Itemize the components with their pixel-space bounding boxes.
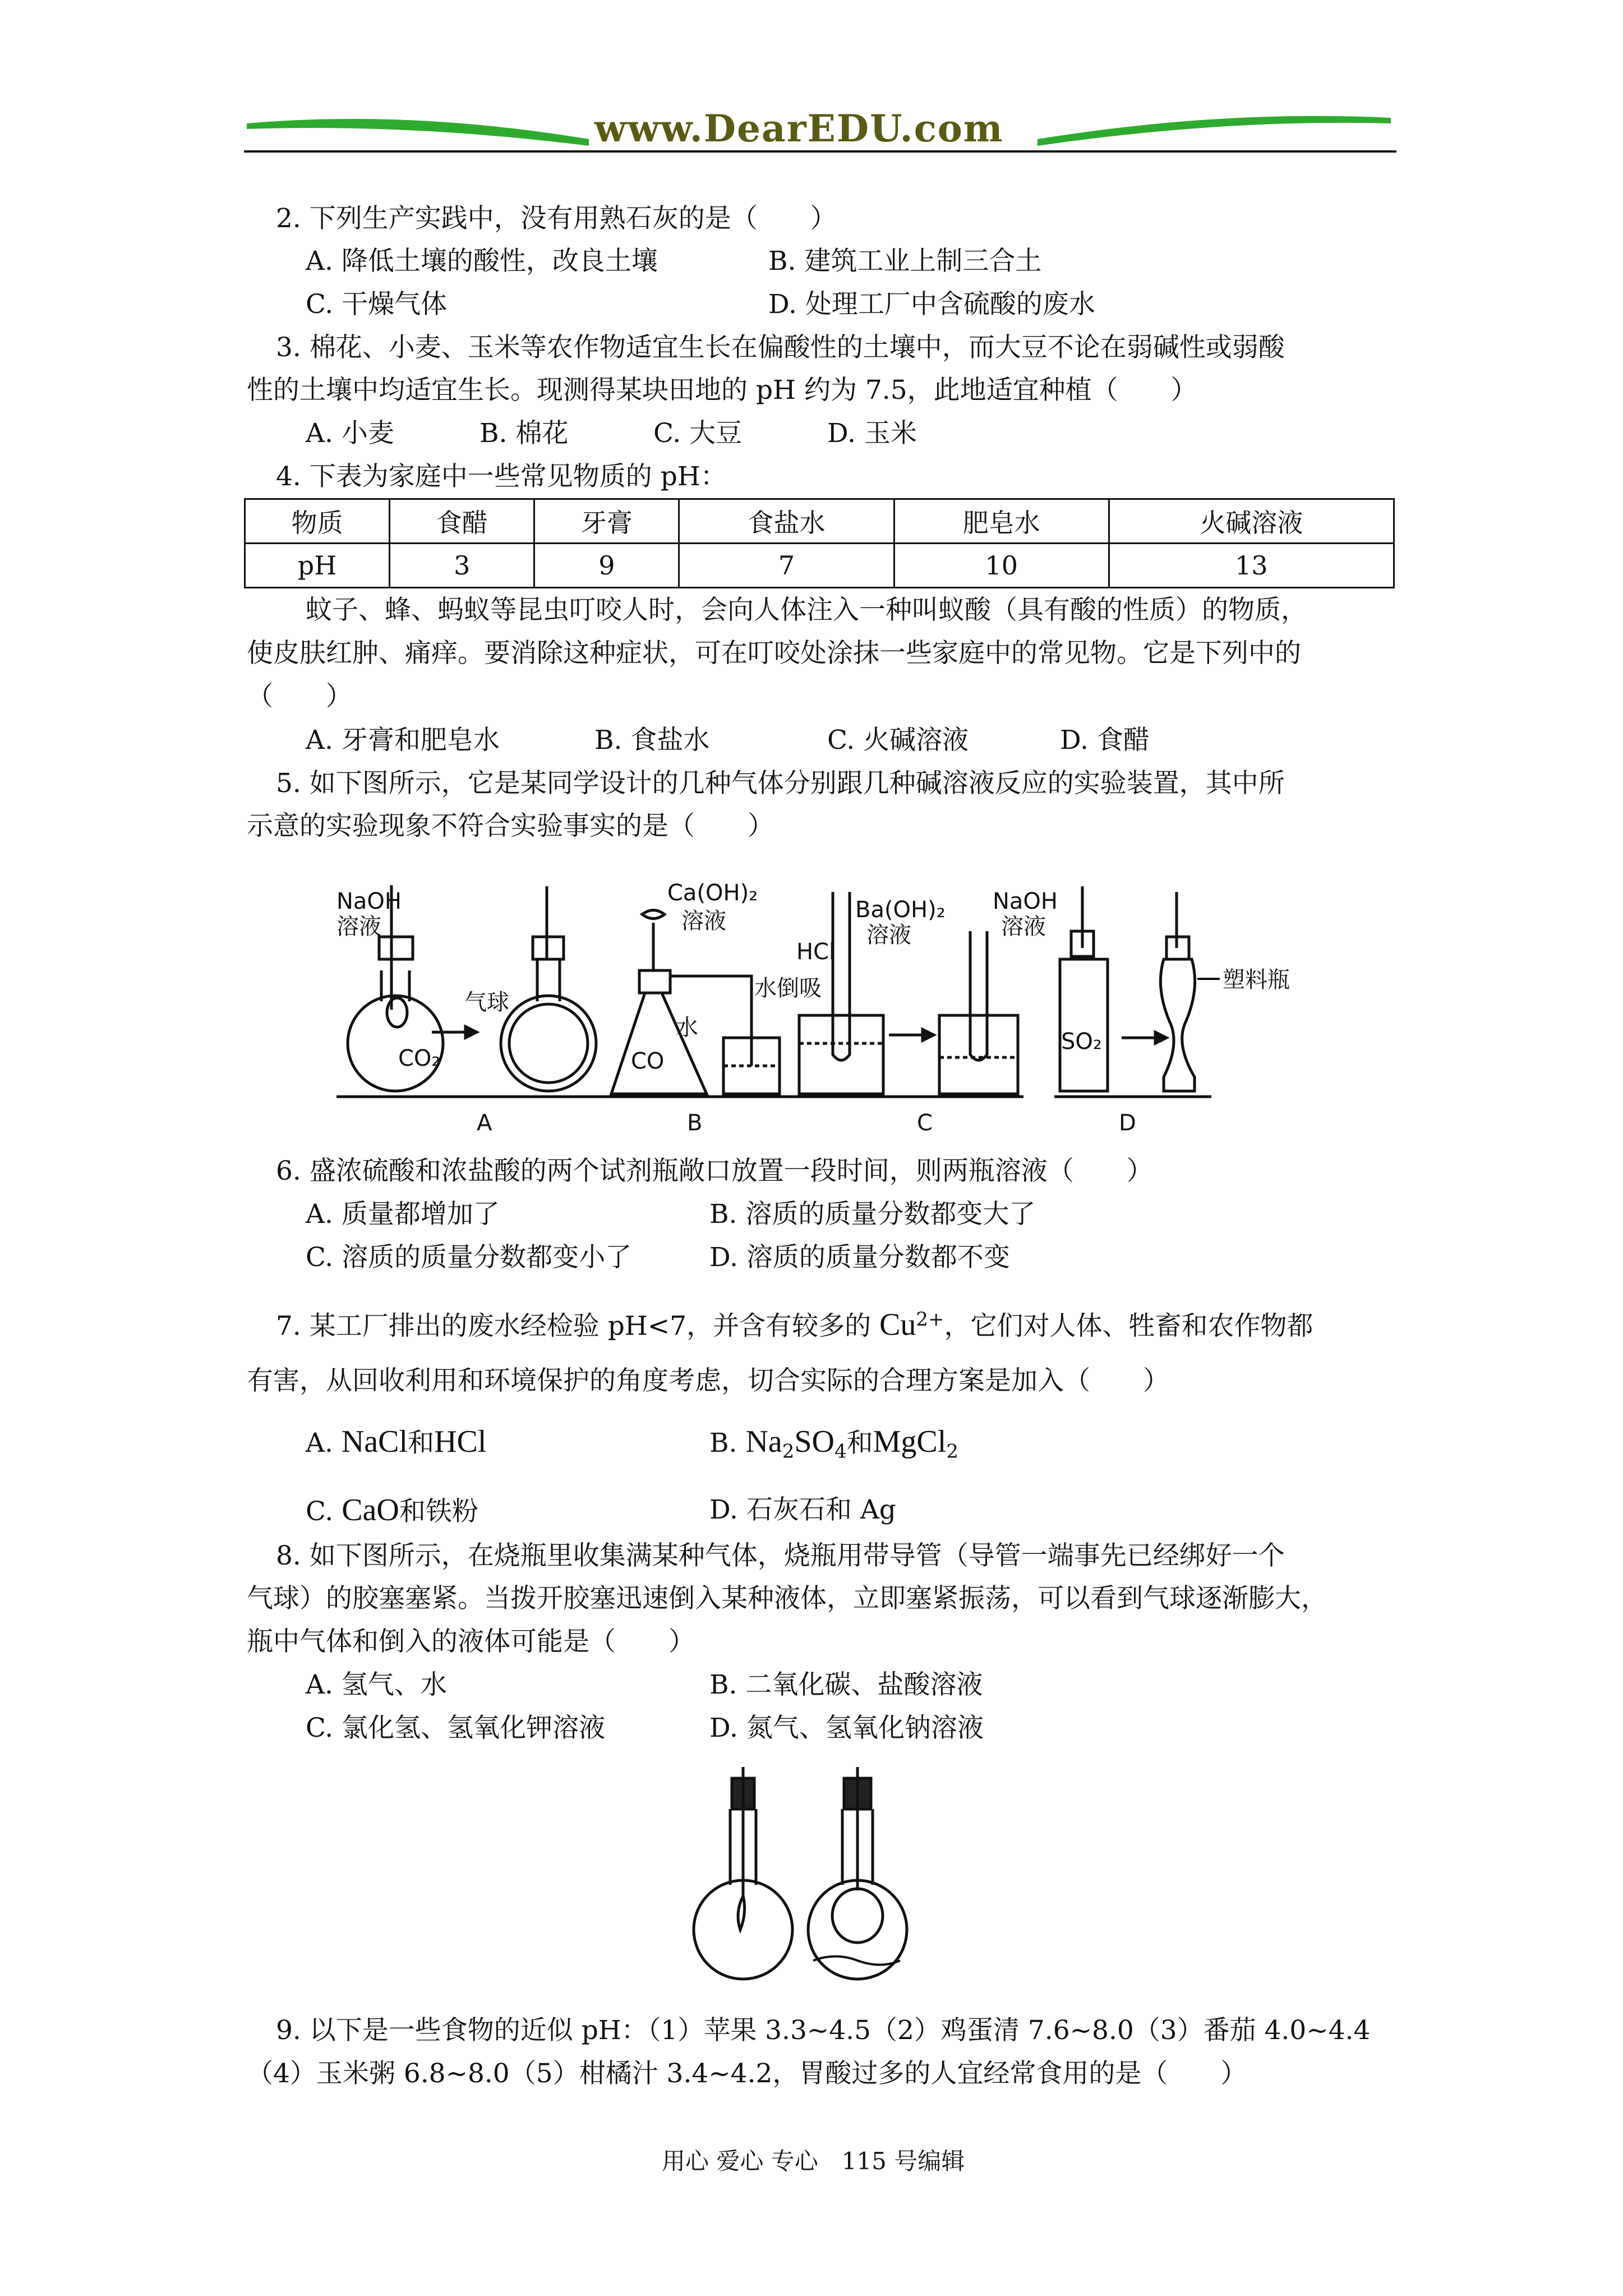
- q7-stem-line2: 有害，从回收利用和环境保护的角度考虑，切合实际的合理方案是加入（ ）: [247, 1365, 1169, 1396]
- table-cell: 食醋: [390, 499, 534, 544]
- q9-stem-line2: （4）玉米粥 6.8~8.0（5）柑橘汁 3.4~4.2，胃酸过多的人宜经常食用的是（ ）: [247, 2058, 1247, 2089]
- q4-para-line1: 蚊子、蜂、蚂蚁等昆虫叮咬人时，会向人体注入一种叫蚁酸（具有酸的性质）的物质，: [306, 595, 1307, 625]
- fig-label: HCl: [796, 939, 836, 965]
- subscript: 2: [946, 1440, 958, 1463]
- header-rule: [244, 150, 1396, 153]
- option-prefix: A.: [306, 1428, 333, 1458]
- table-cell: 7: [679, 544, 894, 588]
- fig-label: 气球: [464, 990, 509, 1015]
- a2-flask: [501, 996, 596, 1091]
- fig-label: D: [1119, 1110, 1136, 1136]
- q7-ion: Cu: [879, 1307, 916, 1342]
- fig-label: B: [687, 1110, 703, 1136]
- table-header-row: [245, 499, 1394, 544]
- fig-label: NaOH: [336, 889, 402, 914]
- q6-option-a: A. 质量都增加了: [306, 1199, 500, 1230]
- q3-option-d: D. 玉米: [827, 418, 917, 449]
- q8-stem-line2: 气球）的胶塞塞紧。当拨开胶塞迅速倒入某种液体，立即塞紧振荡，可以看到气球逐渐膨大，: [247, 1583, 1327, 1614]
- fig-label: 水倒吸: [754, 976, 822, 1001]
- q7-option-a: [306, 1425, 486, 1460]
- subscript: 4: [834, 1440, 847, 1463]
- table-cell: 肥皂水: [894, 499, 1109, 544]
- q7-stem-text: 7. 某工厂排出的废水经检验 pH<7，并含有较多的: [276, 1310, 880, 1342]
- fig-label: CO: [631, 1048, 665, 1074]
- q4-option-d: D. 食醋: [1060, 725, 1150, 756]
- fig-label: C: [917, 1110, 933, 1136]
- b-funnel: [642, 910, 665, 919]
- formula: Na: [745, 1424, 782, 1459]
- page-footer: 用心 爱心 专心 115 号编辑: [662, 2147, 965, 2175]
- q4-option-a: A. 牙膏和肥皂水: [306, 725, 500, 756]
- c-test-tube1: [833, 892, 850, 1060]
- q4-para-line2: 使皮肤红肿、痛痒。要消除这种症状，可在叮咬处涂抹一些家庭中的常见物。它是下列中的: [247, 638, 1301, 669]
- q4-para-line3: （ ）: [247, 681, 352, 712]
- q5-stem-line2: 示意的实验现象不符合实验事实的是（ ）: [247, 811, 774, 841]
- q8-option-a: A. 氢气、水: [306, 1669, 447, 1700]
- table-cell: 9: [534, 544, 679, 588]
- fig-label: 水: [676, 1015, 698, 1041]
- formula: CaO: [342, 1493, 399, 1527]
- table-cell: 火碱溶液: [1109, 499, 1394, 544]
- c-test-tube2: [970, 931, 987, 1060]
- fig-label: Ca(OH)₂: [667, 880, 758, 906]
- site-logo: www.DearEDU.com: [594, 107, 1004, 150]
- q7-option-c: [306, 1493, 478, 1529]
- fig-label: SO₂: [1061, 1029, 1102, 1055]
- q5-stem-line1: 5. 如下图所示，它是某同学设计的几种气体分别跟几种碱溶液反应的实验装置，其中所: [276, 768, 1285, 799]
- option-prefix: C.: [306, 1496, 334, 1527]
- q8-stem-line1: 8. 如下图所示，在烧瓶里收集满某种气体，烧瓶用带导管（导管一端事先已经绑好一个: [276, 1540, 1285, 1571]
- flask2-balloon: [832, 1889, 883, 1943]
- flask1-balloon: [738, 1896, 745, 1930]
- table-cell: 13: [1109, 544, 1394, 588]
- table-cell: 食盐水: [679, 499, 894, 544]
- ph-table: [244, 498, 1395, 588]
- formula: SO: [794, 1424, 834, 1459]
- subscript: 2: [782, 1440, 795, 1463]
- q8-flask-figure: [684, 1767, 920, 2003]
- formula: HCl: [434, 1424, 487, 1459]
- fig-label: A: [477, 1110, 492, 1136]
- q7-option-b: [709, 1425, 958, 1468]
- q8-option-d: D. 氮气、氢氧化钠溶液: [709, 1713, 984, 1743]
- a-balloon: [387, 998, 407, 1027]
- table-cell: 物质: [245, 499, 390, 544]
- fig-label: 溶液: [1001, 914, 1046, 940]
- q7-stem-line1: [276, 1303, 1313, 1343]
- q4-option-b: B. 食盐水: [594, 725, 710, 756]
- q3-option-c: C. 大豆: [653, 418, 743, 449]
- table-cell: 3: [390, 544, 534, 588]
- q4-stem: 4. 下表为家庭中一些常见物质的 pH：: [276, 461, 727, 492]
- q6-option-d: D. 溶质的质量分数都不变: [709, 1242, 1010, 1273]
- q5-apparatus-figure: [325, 875, 1312, 1139]
- a-flask: [348, 996, 443, 1091]
- connector: 和: [408, 1428, 435, 1458]
- connector: 和: [846, 1428, 873, 1458]
- fig-label: 塑料瓶: [1223, 967, 1290, 993]
- q4-option-c: C. 火碱溶液: [827, 725, 969, 756]
- b-conical-flask: [611, 993, 707, 1094]
- c-beaker2: [939, 1015, 1018, 1094]
- q2-option-d: D. 处理工厂中含硫酸的废水: [768, 289, 1095, 320]
- fig-label: CO₂: [398, 1046, 441, 1071]
- table-row: [245, 544, 1394, 588]
- q7-ion-charge: 2+: [916, 1308, 944, 1331]
- q3-stem-line1: 3. 棉花、小麦、玉米等农作物适宜生长在偏酸性的土壤中，而大豆不论在弱碱性或弱酸: [276, 332, 1285, 363]
- a-stopper: [379, 937, 413, 959]
- fig-label: 溶液: [866, 922, 911, 948]
- table-cell: pH: [245, 544, 390, 588]
- q7-stem-text: ，它们对人体、牲畜和农作物都: [944, 1310, 1313, 1342]
- q6-option-b: B. 溶质的质量分数都变大了: [709, 1199, 1036, 1230]
- option-text: 和铁粉: [399, 1496, 478, 1527]
- q2-option-b: B. 建筑工业上制三合土: [768, 246, 1042, 277]
- fig-label: 溶液: [681, 908, 726, 934]
- table-cell: 10: [894, 544, 1109, 588]
- q3-stem-line2: 性的土壤中均适宜生长。现测得某块田地的 pH 约为 7.5，此地适宜种植（ ）: [247, 375, 1197, 406]
- q6-stem: 6. 盛浓硫酸和浓盐酸的两个试剂瓶敞口放置一段时间，则两瓶溶液（ ）: [276, 1156, 1153, 1186]
- c-beaker1: [799, 1015, 883, 1094]
- q2-stem: 2. 下列生产实践中，没有用熟石灰的是（ ）: [276, 203, 837, 234]
- q8-option-c: C. 氯化氢、氢氧化钾溶液: [306, 1713, 606, 1743]
- q9-stem-line1: 9. 以下是一些食物的近似 pH：（1）苹果 3.3~4.5（2）鸡蛋清 7.6~8.0（3）番茄 4.0~4.4: [276, 2015, 1371, 2046]
- q2-option-a: A. 降低土壤的酸性，改良土壤: [306, 246, 658, 277]
- q3-option-b: B. 棉花: [479, 418, 569, 449]
- option-prefix: B.: [709, 1428, 737, 1458]
- q7-option-d: D. 石灰石和 Ag: [709, 1494, 896, 1525]
- d-plastic-bottle: [1160, 959, 1195, 1091]
- fig-label: NaOH: [993, 889, 1058, 914]
- fig-label: 溶液: [336, 914, 381, 940]
- d-bottle: [1060, 959, 1108, 1091]
- table-cell: 牙膏: [534, 499, 679, 544]
- q3-option-a: A. 小麦: [306, 418, 394, 449]
- q6-option-c: C. 溶质的质量分数都变小了: [306, 1242, 632, 1273]
- q8-option-b: B. 二氧化碳、盐酸溶液: [709, 1669, 983, 1700]
- q8-stem-line3: 瓶中气体和倒入的液体可能是（ ）: [247, 1626, 695, 1657]
- q2-option-c: C. 干燥气体: [306, 289, 448, 320]
- formula: MgCl: [873, 1424, 947, 1459]
- formula: NaCl: [341, 1424, 408, 1459]
- fig-label: Ba(OH)₂: [855, 897, 946, 923]
